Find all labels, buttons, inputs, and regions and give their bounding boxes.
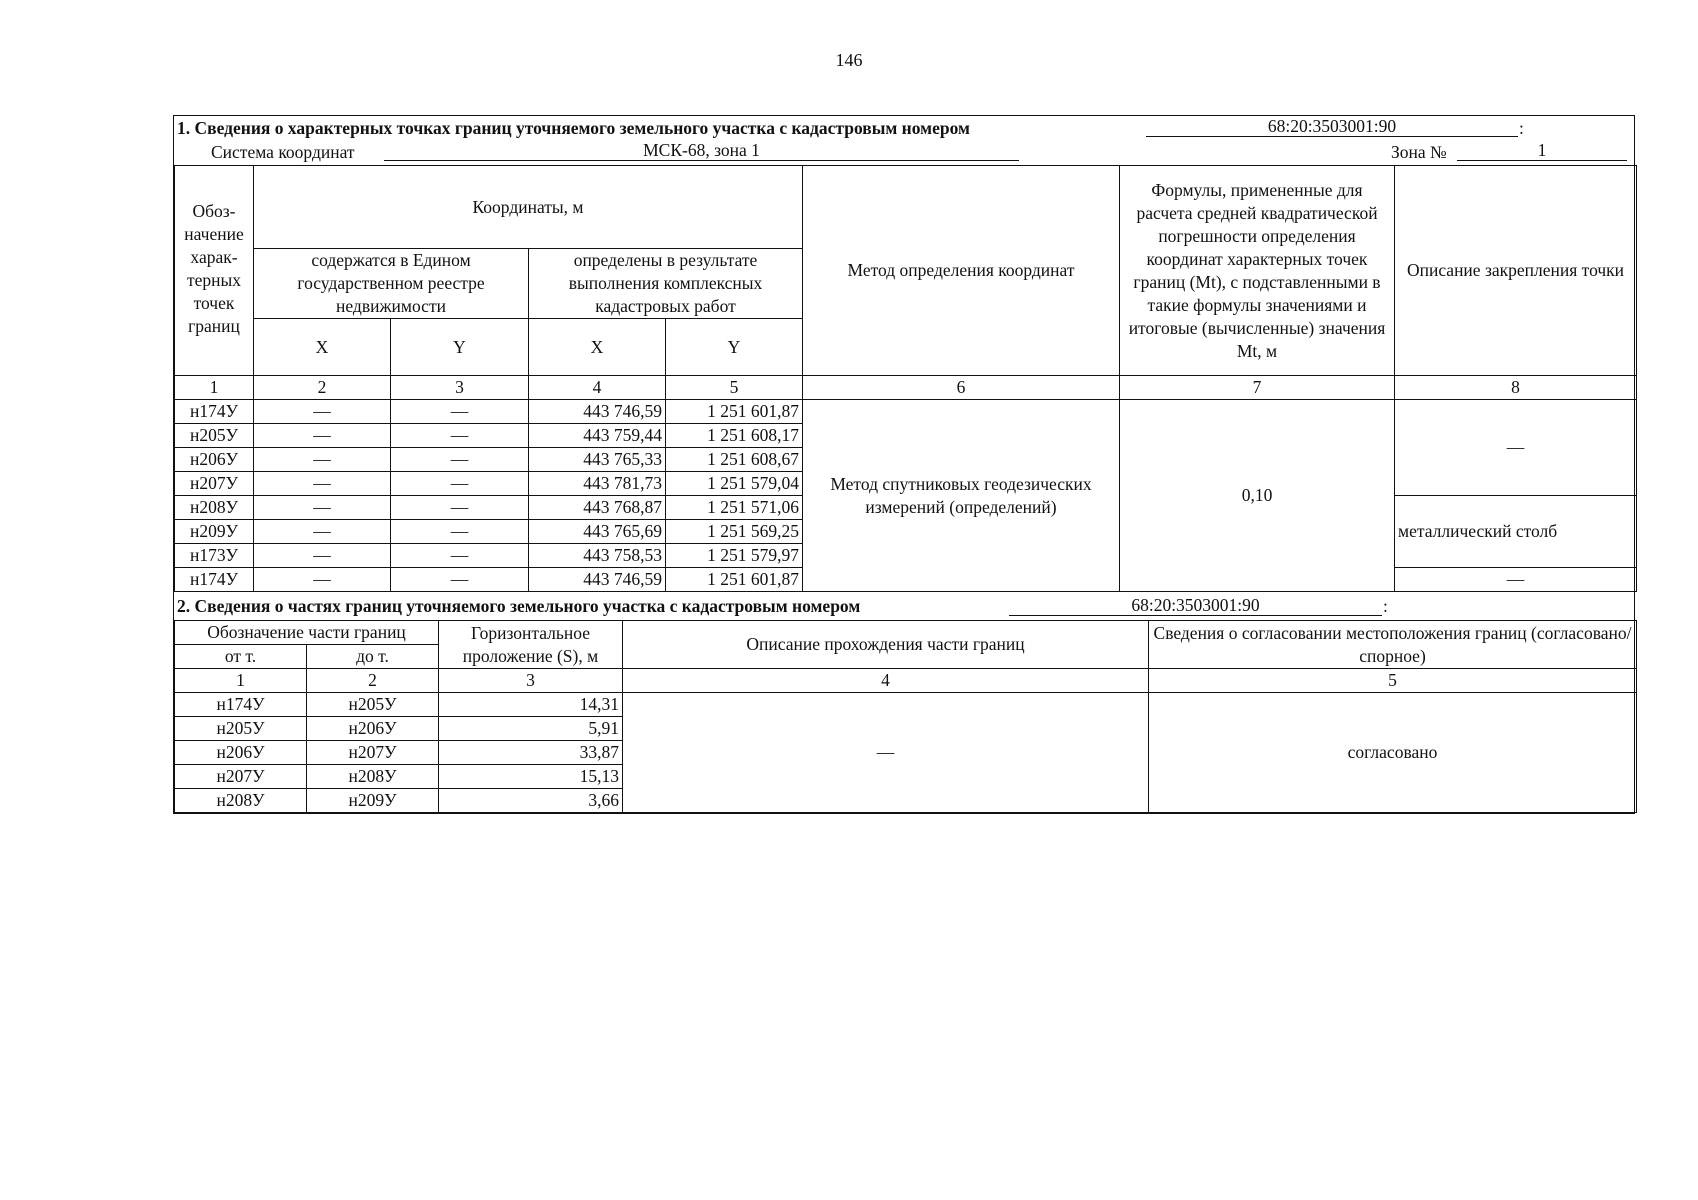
column-numbers-row <box>175 376 1637 400</box>
fixing-value-1: — <box>1395 400 1637 496</box>
section2-cadastral-number: 68:20:3503001:90 <box>1009 595 1382 616</box>
y-registry: — <box>391 448 529 472</box>
table-row <box>175 400 1637 424</box>
header-agreement: Сведения о согласовании местоположения границ (согласовано/спорное) <box>1149 621 1637 669</box>
x-registry: — <box>254 568 391 592</box>
y-registry: — <box>391 520 529 544</box>
col-number: 7 <box>1120 376 1395 400</box>
y-registry: — <box>391 472 529 496</box>
point-designation: н174У <box>175 400 254 424</box>
point-designation: н174У <box>175 568 254 592</box>
x-value: 443 768,87 <box>529 496 666 520</box>
point-designation: н206У <box>175 448 254 472</box>
column-numbers-row <box>175 669 1637 693</box>
header-description: Описание прохождения части границ <box>623 621 1149 669</box>
section1-title: 1. Сведения о характерных точках границ уточняемого земельного участка с кадастровым номером <box>177 118 970 138</box>
point-designation: н209У <box>175 520 254 544</box>
col-number: 5 <box>666 376 803 400</box>
part-from: н208У <box>175 789 307 813</box>
description-value: — <box>623 693 1149 813</box>
x-value: 443 746,59 <box>529 568 666 592</box>
section2-title-row <box>174 592 1634 620</box>
col-number: 2 <box>254 376 391 400</box>
coord-system-label: Система координат <box>211 142 355 162</box>
x-registry: — <box>254 424 391 448</box>
y-value: 1 251 579,04 <box>666 472 803 496</box>
x-registry: — <box>254 472 391 496</box>
header-y-registry: Y <box>391 319 529 376</box>
part-from: н205У <box>175 717 307 741</box>
header-horizontal: Горизонтальное проложение (S), м <box>439 621 623 669</box>
coord-system-row <box>174 140 1634 165</box>
header-formulas: Формулы, примененные для расчета средней квадратической погрешности определения координат характерных точек границ (Mt), с подставленными в такие формулы значениями и итоговые (вычисленные) значения Mt, м <box>1120 166 1395 376</box>
coord-system-value: МСК-68, зона 1 <box>384 140 1019 161</box>
y-registry: — <box>391 496 529 520</box>
x-value: 443 765,33 <box>529 448 666 472</box>
col-number: 4 <box>623 669 1149 693</box>
x-value: 443 758,53 <box>529 544 666 568</box>
col-number: 2 <box>307 669 439 693</box>
y-registry: — <box>391 400 529 424</box>
col-number: 3 <box>391 376 529 400</box>
x-value: 443 781,73 <box>529 472 666 496</box>
header-x-registry: X <box>254 319 391 376</box>
page-number: 146 <box>835 50 863 70</box>
part-to: н209У <box>307 789 439 813</box>
col-number: 3 <box>439 669 623 693</box>
x-value: 443 759,44 <box>529 424 666 448</box>
section1-cadastral-number: 68:20:3503001:90 <box>1146 116 1518 137</box>
horizontal-value: 5,91 <box>439 717 623 741</box>
y-registry: — <box>391 424 529 448</box>
y-value: 1 251 608,67 <box>666 448 803 472</box>
y-registry: — <box>391 568 529 592</box>
point-designation: н208У <box>175 496 254 520</box>
section2-colon: : <box>1383 596 1388 616</box>
header-to: до т. <box>307 645 439 669</box>
section1-colon: : <box>1519 118 1524 138</box>
y-value: 1 251 608,17 <box>666 424 803 448</box>
header-determined: определены в результате выполнения комплексных кадастровых работ <box>529 249 803 319</box>
y-value: 1 251 571,06 <box>666 496 803 520</box>
method-value: Метод спутниковых геодезических измерений (определений) <box>803 400 1120 592</box>
point-designation: н173У <box>175 544 254 568</box>
x-registry: — <box>254 496 391 520</box>
y-value: 1 251 601,87 <box>666 400 803 424</box>
part-to: н205У <box>307 693 439 717</box>
col-number: 8 <box>1395 376 1637 400</box>
part-to: н208У <box>307 765 439 789</box>
x-registry: — <box>254 544 391 568</box>
part-from: н174У <box>175 693 307 717</box>
fixing-value-3: — <box>1395 568 1637 592</box>
y-registry: — <box>391 544 529 568</box>
mt-value: 0,10 <box>1120 400 1395 592</box>
horizontal-value: 33,87 <box>439 741 623 765</box>
header-designation: Обоз-начение харак-терных точек границ <box>175 166 254 376</box>
horizontal-value: 14,31 <box>439 693 623 717</box>
y-value: 1 251 601,87 <box>666 568 803 592</box>
fixing-value-2: металлический столб <box>1395 496 1637 568</box>
x-registry: — <box>254 400 391 424</box>
point-designation: н205У <box>175 424 254 448</box>
zone-value: 1 <box>1457 140 1627 161</box>
x-registry: — <box>254 448 391 472</box>
col-number: 5 <box>1149 669 1637 693</box>
header-method: Метод определения координат <box>803 166 1120 376</box>
y-value: 1 251 569,25 <box>666 520 803 544</box>
table-row <box>175 693 1637 717</box>
parts-table <box>174 620 1637 813</box>
horizontal-value: 3,66 <box>439 789 623 813</box>
point-designation: н207У <box>175 472 254 496</box>
points-table <box>174 165 1637 592</box>
header-coordinates: Координаты, м <box>254 166 803 249</box>
header-from: от т. <box>175 645 307 669</box>
cadastral-form <box>173 115 1635 814</box>
x-registry: — <box>254 520 391 544</box>
zone-label: Зона № <box>1391 142 1447 162</box>
agreement-value: согласовано <box>1149 693 1637 813</box>
col-number: 4 <box>529 376 666 400</box>
part-from: н207У <box>175 765 307 789</box>
header-in-registry: содержатся в Едином государственном реестре недвижимости <box>254 249 529 319</box>
header-fixing: Описание закрепления точки <box>1395 166 1637 376</box>
section2-title: 2. Сведения о частях границ уточняемого земельного участка с кадастровым номером <box>177 596 861 616</box>
part-to: н207У <box>307 741 439 765</box>
col-number: 6 <box>803 376 1120 400</box>
x-value: 443 765,69 <box>529 520 666 544</box>
x-value: 443 746,59 <box>529 400 666 424</box>
part-to: н206У <box>307 717 439 741</box>
part-from: н206У <box>175 741 307 765</box>
header-x-determined: X <box>529 319 666 376</box>
col-number: 1 <box>175 669 307 693</box>
horizontal-value: 15,13 <box>439 765 623 789</box>
col-number: 1 <box>175 376 254 400</box>
header-y-determined: Y <box>666 319 803 376</box>
header-part-designation: Обозначение части границ <box>175 621 439 645</box>
y-value: 1 251 579,97 <box>666 544 803 568</box>
section1-title-row <box>174 116 1634 140</box>
